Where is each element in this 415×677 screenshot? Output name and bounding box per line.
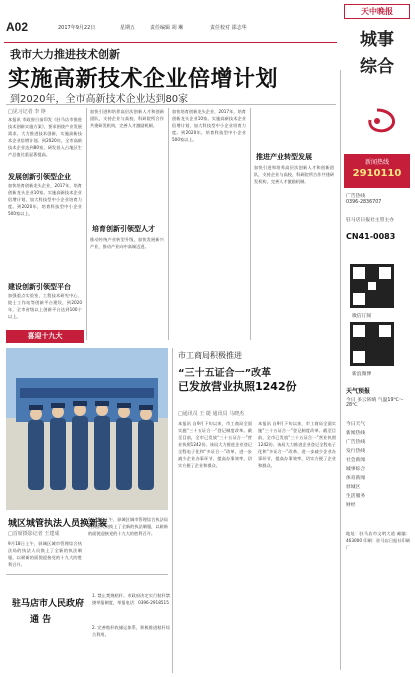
lead-paragraph-1: 本报讯 市政府日前印发《驻马店市推进技术创新实施方案》，要求围绕产业发展需求，大力推进技术创新，实施高新技术企业倍增计划。到2020年，全市高新技术企业达到80家，研发投入占地区生产总值比重显著提高。 (8, 117, 82, 157)
weather-title: 天气预报 (346, 388, 371, 395)
story2-kicker: 市工商局积极推进 (178, 351, 242, 360)
sidebar-directory (346, 420, 410, 510)
story2-body: 本报讯 自9月下旬以来，市工商局全面实施“三十五证合一”登记制度改革。截至目前，全市已发放“三十五证合一”营业执照1242份。该局大力推进企业登记全程电子化和“多证合一”改革，进一步减少企业办事环节，提高办事效率，切实方便了企业和群众。 (178, 421, 252, 468)
header-proof: 责任校对 邵志华 (210, 25, 247, 31)
brand-block (344, 4, 410, 77)
congress-banner (6, 330, 84, 343)
lead-subhead-1: 发展创新引领型企业 (8, 173, 71, 181)
lead-subhead-3: 培育创新引领型人才 (92, 225, 155, 233)
hotline-label: 新闻热线 (364, 159, 389, 166)
lead-headline: 实施高新技术企业倍增计划 (8, 66, 279, 92)
page-header (4, 30, 337, 43)
feature-caption: 9月18日上午，驿城区城市管理综合执法局的执法人员换上了全新的执法制服，以崭新的面貌迎接党的十九大的胜利召开。 (8, 541, 82, 567)
notice-divider (6, 574, 168, 575)
story2-rule (172, 348, 173, 673)
notice-title: 通 告 (30, 615, 52, 625)
weather-forecast: 今日 多云转晴 气温19℃～28℃ (346, 398, 404, 408)
lead-byline: □见习记者 李 铮 (8, 109, 46, 115)
column-rule (168, 108, 169, 340)
header-weekday: 星期五 (120, 25, 136, 31)
lead-paragraph-7: 加快引进和培养高层次创新人才和创新团队，支持企业与高校、科研院所合作共建研发机构，完善人才激励机制。 (254, 165, 334, 184)
notice-item-1: 1. 禁止焚烧秸秆。市政府决定实行秸秆禁烧举报制度，举报电话：0396-2918515 (92, 593, 170, 605)
lead-subhead-2: 建设创新引领型平台 (8, 283, 71, 291)
lead-deck: 到2020年，全市高新技术企业达到80家 (10, 94, 189, 105)
ad-phone[interactable]: 0396-2836707 (346, 200, 382, 205)
hotline-box (344, 154, 410, 188)
directory-item[interactable]: 体育新闻 (346, 476, 366, 481)
page-number: A02 (6, 20, 29, 34)
swirl-logo-icon (344, 106, 410, 136)
lead-kicker: 我市大力推进技术创新 (10, 48, 120, 61)
brand-section-general: 综合 (360, 57, 394, 77)
directory-item[interactable]: 社会新闻 (346, 458, 366, 463)
directory-item[interactable]: 财经 (346, 503, 356, 508)
header-date: 2017年9月22日 (58, 25, 96, 31)
sidebar-info: 地址：驻马店市文明大道 邮编：463000 印刷：驻马店日报社印刷厂 (346, 531, 410, 550)
story2-quote: “三十五证合一”改革 (178, 368, 272, 379)
lead-divider (6, 104, 336, 105)
directory-item[interactable]: 今日天气 (346, 422, 366, 427)
column-rule (86, 108, 87, 340)
banner-text: 喜迎十九大 (27, 332, 63, 340)
hotline-number[interactable]: 2910110 (352, 168, 402, 179)
weibo-label: 新浪微博 (352, 372, 372, 377)
ad-label: 广告热线 (346, 194, 366, 199)
directory-item[interactable]: 生活服务 (346, 494, 366, 499)
feature-photo (6, 348, 168, 510)
lead-paragraph-2: 加快培育创新龙头企业，2017年，培育创新龙头企业10家。实施高新技术企业倍增计划，加大科技型中小企业培育力度。到2020年，培育科技型中小企业500家以上。 (8, 183, 82, 216)
sidebar-logo (344, 106, 410, 136)
story2-body-continued: 本报讯 自9月下旬以来，市工商局全面实施“三十五证合一”登记制度改革。截至目前，全市已发放“三十五证合一”营业执照1242份。该局大力推进企业登记全程电子化和“多证合一”改革，进一步减少企业办事环节，提高办事效率，切实方便了企业和群众。 (258, 421, 336, 468)
sidebar-rule (340, 70, 341, 670)
directory-item[interactable]: 发行热线 (346, 449, 366, 454)
header-editor: 责任编辑 胡 琳 (150, 25, 184, 31)
feature-title: 城区城管执法人员换新装 (8, 519, 108, 529)
brand-section-city: 城事 (360, 30, 394, 50)
story2-headline: 已发放营业执照1242份 (178, 380, 297, 393)
lead-paragraph-5: 推动传统产业转型升级，加快发展新兴产业，推动产业向中高端迈进。 (90, 237, 164, 249)
photo-illustration (6, 348, 168, 510)
publication-code: CN41-0083 (346, 232, 396, 241)
lead-paragraph-3: 加强重点实验室、工程技术研究中心、院士工作站等创新平台建设，到2020年，全市省级以上创新平台达到100个以上。 (8, 293, 82, 319)
directory-item[interactable]: 新闻热线 (346, 431, 366, 436)
directory-item[interactable]: 广告热线 (346, 440, 366, 445)
story2-byline: □通讯员 王 捷 通讯员 马晓杰 (178, 411, 245, 417)
notice-item-2: 2. 完善秸秆收储运体系，积极推进秸秆综合利用。 (92, 625, 170, 637)
directory-item[interactable]: 城事综合 (346, 467, 366, 472)
lead-subhead-4: 推进产业转型发展 (256, 153, 312, 161)
lead-paragraph-6: 加快培育创新龙头企业，2017年，培育创新龙头企业10家。实施高新技术企业倍增计划，加大科技型中小企业培育力度。到2020年，培育科技型中小企业500家以上。 (172, 109, 246, 142)
feature-caption-2: 9月18日上午，驿城区城市管理综合执法局的执法人员换上了全新的执法制服，以崭新的面貌迎接党的十九大的胜利召开。 (88, 517, 168, 536)
address-title: 驻马店日报社主管主办 (346, 218, 394, 223)
weibo-qr-code[interactable] (350, 322, 394, 366)
notice-org: 驻马店市人民政府 (12, 599, 85, 609)
qr-label: 微信订阅 (352, 314, 372, 319)
column-rule (250, 108, 251, 340)
lead-paragraph-4: 加快引进和培养高层次创新人才和创新团队，支持企业与高校、科研院所合作共建研发机构，完善人才激励机制。 (90, 109, 164, 128)
directory-item[interactable]: 驿城区 (346, 485, 361, 490)
wechat-qr-code[interactable] (350, 264, 394, 308)
feature-byline: □首席摄影记者 王建成 (8, 531, 60, 537)
brand-name: 天中晚报 (344, 4, 410, 19)
